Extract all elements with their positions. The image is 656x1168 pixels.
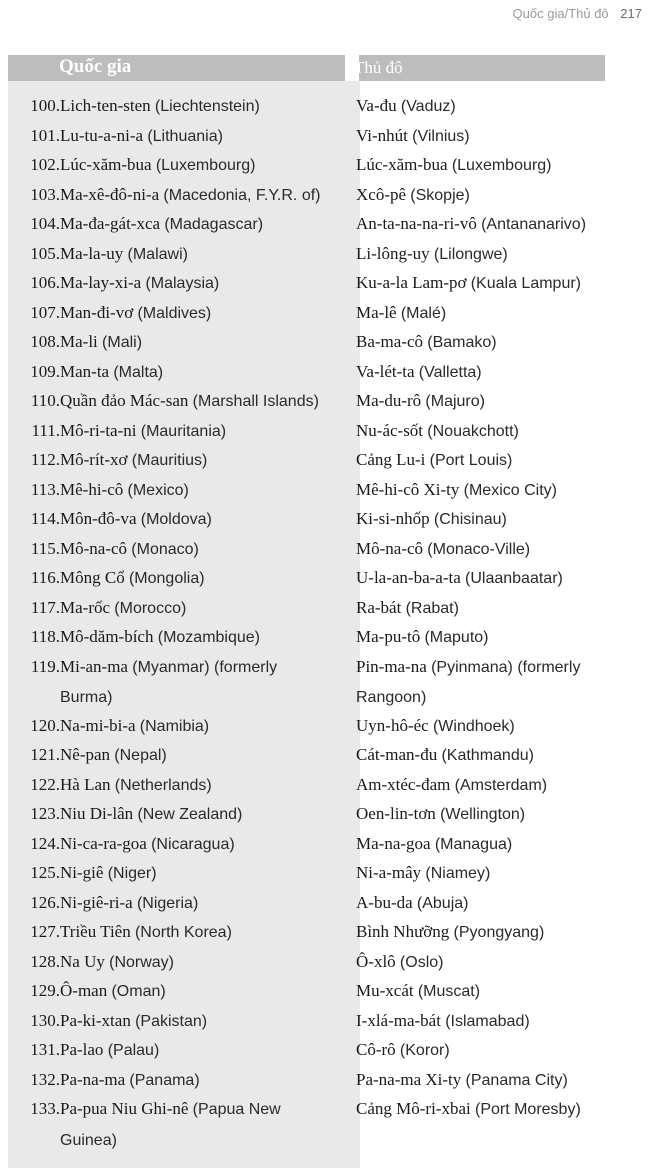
capital-vietnamese: Ra-bát — [356, 597, 402, 617]
capital-english: (Port Louis) — [429, 452, 513, 469]
country-vietnamese: Pa-na-ma — [60, 1069, 126, 1089]
capital-english: (Maputo) — [424, 629, 489, 646]
capital-english: (Ulaanbaatar) — [465, 570, 563, 587]
country-cell — [60, 593, 355, 624]
capital-cell — [356, 504, 646, 535]
capital-english: (Luxembourg) — [451, 157, 552, 174]
capital-vietnamese: Bình Nhưỡng — [356, 922, 450, 941]
country-english: (Liechtenstein) — [154, 98, 260, 115]
country-english: (North Korea) — [134, 924, 232, 941]
capital-cell — [356, 622, 646, 653]
table-row — [0, 799, 656, 829]
country-vietnamese: Ma-li — [60, 332, 98, 351]
row-number: 115. — [30, 538, 60, 558]
row-number: 105. — [30, 243, 60, 263]
capital-cell — [356, 416, 646, 447]
country-english: (Palau) — [107, 1042, 160, 1059]
capital-vietnamese: Ki-si-nhốp — [356, 509, 430, 528]
table-row — [0, 740, 656, 770]
country-cell — [60, 534, 355, 565]
country-cell — [60, 888, 355, 919]
capital-english: (Monaco-Ville) — [427, 540, 531, 558]
country-vietnamese: Man-ta — [60, 361, 110, 381]
country-cell — [60, 563, 355, 594]
row-number: 120. — [30, 715, 60, 735]
capital-english: (Kathmandu) — [441, 747, 534, 764]
capital-english: (Koror) — [399, 1042, 450, 1059]
capital-vietnamese: Va-đu — [356, 96, 397, 115]
capital-cell — [356, 947, 646, 978]
capital-vietnamese: Ma-du-rô — [356, 391, 422, 410]
row-number: 118. — [30, 627, 60, 646]
country-english: (Mozambique) — [157, 629, 260, 646]
row-number: 100. — [30, 96, 60, 115]
country-vietnamese: Mô-dăm-bích — [60, 627, 154, 646]
table-row — [0, 593, 656, 623]
country-english: (Namibia) — [139, 717, 210, 735]
row-number: 129. — [30, 981, 60, 1000]
row-number: 131. — [30, 1040, 60, 1059]
country-cell — [60, 652, 330, 713]
capital-cell — [356, 357, 646, 388]
capital-english: (Valletta) — [418, 363, 482, 381]
header-capital: Thủ đô — [354, 58, 403, 77]
table-row — [0, 357, 656, 387]
capital-english: (Muscat) — [417, 983, 481, 1000]
country-english: (Panama) — [129, 1071, 200, 1089]
country-english: (Madagascar) — [164, 216, 264, 233]
capital-english: (Malé) — [400, 304, 447, 322]
capital-vietnamese: Uyn-hô-éc — [356, 715, 429, 735]
country-cell — [60, 298, 355, 329]
country-vietnamese: Ma-lay-xi-a — [60, 273, 142, 292]
row-number: 125. — [30, 863, 60, 882]
capital-english: (Kuala Lampur) — [470, 275, 581, 292]
country-english: (Myanmar) (formerly Burma) — [60, 658, 278, 706]
capital-english: (Skopje) — [410, 186, 470, 204]
capital-cell — [356, 91, 646, 122]
capital-vietnamese: Ku-a-la Lam-pơ — [356, 273, 467, 292]
capital-english: (Amsterdam) — [454, 776, 548, 794]
capital-vietnamese: Ma-pu-tô — [356, 627, 421, 646]
capital-english: (Panama City) — [465, 1071, 568, 1089]
row-number: 133. — [30, 1099, 60, 1118]
country-cell — [60, 209, 355, 240]
capital-english: (Pyinmana) (formerly Rangoon) — [356, 658, 581, 706]
country-cell — [60, 180, 355, 211]
country-cell — [60, 1006, 355, 1037]
country-english: (Marshall Islands) — [192, 393, 319, 410]
table-row — [0, 917, 656, 947]
capital-vietnamese: Va-lét-ta — [356, 361, 415, 381]
capital-cell — [356, 534, 646, 565]
country-english: (Malta) — [113, 363, 164, 381]
capital-vietnamese: U-la-an-ba-a-ta — [356, 568, 461, 587]
table-row — [0, 888, 656, 918]
country-english: (Malaysia) — [145, 275, 220, 292]
country-cell — [60, 416, 355, 447]
capital-cell — [356, 829, 646, 860]
country-english: (Mongolia) — [128, 570, 205, 587]
table-row — [0, 268, 656, 298]
table-row — [0, 563, 656, 593]
country-vietnamese: Hà Lan — [60, 774, 111, 794]
capital-english: (Niamey) — [425, 865, 491, 882]
row-number: 107. — [30, 302, 60, 322]
running-head — [513, 6, 642, 21]
capital-english: (Antananarivo) — [481, 216, 587, 233]
country-vietnamese: Ma-rốc — [60, 597, 111, 617]
table-row — [0, 150, 656, 180]
country-cell — [60, 947, 355, 978]
capital-vietnamese: Oen-lin-tơn — [356, 804, 436, 823]
country-english: (Morocco) — [114, 599, 187, 617]
country-english: (Mauritania) — [140, 422, 227, 440]
country-english: (Macedonia, F.Y.R. of) — [163, 186, 321, 204]
table-row — [0, 1035, 656, 1065]
country-cell — [60, 1065, 355, 1096]
capital-cell — [356, 239, 646, 270]
row-number: 104. — [30, 214, 60, 233]
capital-cell — [356, 475, 646, 506]
capital-english: (Mexico City) — [463, 481, 557, 499]
country-cell — [60, 475, 355, 506]
country-vietnamese: Quần đảo Mác-san — [60, 391, 189, 410]
row-number: 110. — [30, 391, 60, 410]
capital-vietnamese: Pa-na-ma Xi-ty — [356, 1069, 462, 1089]
country-english: (Pakistan) — [135, 1012, 208, 1030]
capital-english: (Wellington) — [440, 806, 526, 823]
row-number: 126. — [30, 892, 60, 912]
country-english: (Nepal) — [114, 747, 167, 764]
country-english: (Lithuania) — [147, 127, 223, 145]
capital-cell — [356, 976, 646, 1007]
country-cell — [60, 1094, 330, 1155]
capital-vietnamese: Ni-a-mây — [356, 863, 422, 882]
capital-vietnamese: Ô-xlô — [356, 951, 396, 971]
country-english: (Oman) — [111, 983, 166, 1000]
row-number: 101. — [30, 125, 60, 145]
country-vietnamese: Mô-rít-xơ — [60, 450, 128, 469]
row-number: 121. — [30, 745, 60, 764]
country-english: (Niger) — [107, 865, 157, 882]
capital-english: (Nouakchott) — [427, 422, 519, 440]
capital-vietnamese: An-ta-na-na-ri-vô — [356, 214, 477, 233]
table-row — [0, 475, 656, 505]
country-cell — [60, 357, 355, 388]
row-number: 109. — [30, 361, 60, 381]
country-vietnamese: Ma-đa-gát-xca — [60, 214, 161, 233]
capital-english: (Vaduz) — [400, 98, 456, 115]
country-cell — [60, 622, 355, 653]
capital-english: (Windhoek) — [432, 717, 515, 735]
capital-cell — [356, 740, 646, 771]
country-english: (Papua New Guinea) — [60, 1101, 281, 1149]
capital-cell — [356, 150, 646, 181]
country-vietnamese: Na Uy — [60, 951, 105, 971]
page-number: 217 — [620, 6, 642, 21]
country-cell — [60, 327, 355, 358]
row-number: 114. — [30, 509, 60, 528]
country-cell — [60, 770, 355, 801]
capital-english: (Abuja) — [416, 894, 469, 912]
country-english: (Nicaragua) — [151, 835, 235, 853]
capital-cell — [356, 209, 646, 240]
row-number: 108. — [30, 332, 60, 351]
capital-vietnamese: Mê-hi-cô Xi-ty — [356, 479, 460, 499]
row-number: 119. — [30, 656, 60, 676]
capital-cell — [356, 711, 646, 742]
capital-vietnamese: Cảng Mô-ri-xbai — [356, 1099, 471, 1118]
row-number: 124. — [30, 833, 60, 853]
country-cell — [60, 1035, 355, 1066]
table-row — [0, 652, 656, 711]
capital-vietnamese: I-xlá-ma-bát — [356, 1010, 441, 1030]
table-row — [0, 327, 656, 357]
capital-cell — [356, 386, 646, 417]
country-english: (New Zealand) — [137, 806, 243, 823]
capital-english: (Bamako) — [427, 334, 497, 351]
country-cell — [60, 445, 355, 476]
row-number: 103. — [30, 184, 60, 204]
country-english: (Netherlands) — [114, 776, 212, 794]
capital-cell — [356, 1035, 646, 1066]
capital-english: (Majuro) — [425, 393, 485, 410]
capital-cell — [356, 770, 646, 801]
table-row — [0, 858, 656, 888]
row-number: 123. — [30, 804, 60, 823]
country-cell — [60, 858, 355, 889]
country-cell — [60, 239, 355, 270]
country-english: (Moldova) — [140, 511, 212, 528]
country-vietnamese: Niu Di-lân — [60, 804, 134, 823]
country-vietnamese: Ô-man — [60, 981, 108, 1000]
capital-english: (Pyongyang) — [453, 924, 545, 941]
capital-vietnamese: A-bu-da — [356, 892, 413, 912]
row-number: 132. — [30, 1069, 60, 1089]
country-vietnamese: Ni-ca-ra-goa — [60, 833, 147, 853]
country-vietnamese: Triều Tiên — [60, 922, 131, 941]
country-vietnamese: Môn-đô-va — [60, 509, 137, 528]
country-cell — [60, 829, 355, 860]
capital-cell — [356, 327, 646, 358]
table-row — [0, 976, 656, 1006]
table-row — [0, 298, 656, 328]
country-vietnamese: Lich-ten-sten — [60, 96, 151, 115]
table-row — [0, 711, 656, 741]
country-vietnamese: Mô-ri-ta-ni — [60, 420, 137, 440]
capital-cell — [356, 180, 646, 211]
section-title: Quốc gia/Thủ đô — [512, 6, 609, 21]
country-vietnamese: Lu-tu-a-ni-a — [60, 125, 144, 145]
country-english: (Luxembourg) — [155, 157, 256, 174]
table-row — [0, 1094, 656, 1153]
table-row — [0, 239, 656, 269]
capital-vietnamese: Ma-na-goa — [356, 833, 431, 853]
country-cell — [60, 504, 355, 535]
capital-english: (Managua) — [434, 835, 513, 853]
country-vietnamese: Pa-ki-xtan — [60, 1010, 131, 1030]
capital-cell — [356, 1006, 646, 1037]
row-number: 117. — [30, 597, 60, 617]
country-vietnamese: Ma-xê-đô-ni-a — [60, 184, 160, 204]
capital-english: (Vilnius) — [412, 127, 470, 145]
row-number: 116. — [30, 568, 60, 587]
capital-vietnamese: Lúc-xăm-bua — [356, 155, 448, 174]
country-vietnamese: Ni-giê-ri-a — [60, 892, 133, 912]
table-row — [0, 1065, 656, 1095]
capital-vietnamese: Mu-xcát — [356, 981, 414, 1000]
capital-english: (Port Moresby) — [474, 1101, 581, 1118]
table-row — [0, 91, 656, 121]
row-number: 127. — [30, 922, 60, 941]
header-country: Quốc gia — [59, 56, 132, 77]
table-row — [0, 829, 656, 859]
country-cell — [60, 711, 355, 742]
capital-cell — [356, 888, 646, 919]
country-english: (Mexico) — [127, 481, 189, 499]
capital-cell — [356, 268, 646, 299]
country-vietnamese: Mê-hi-cô — [60, 479, 124, 499]
country-vietnamese: Ni-giê — [60, 863, 104, 882]
capital-cell — [356, 1094, 646, 1125]
country-cell — [60, 799, 355, 830]
capital-vietnamese: Li-lông-uy — [356, 243, 430, 263]
country-cell — [60, 268, 355, 299]
country-cell — [60, 121, 355, 152]
table-row — [0, 770, 656, 800]
capital-vietnamese: Pin-ma-na — [356, 656, 427, 676]
country-vietnamese: Ma-la-uy — [60, 243, 124, 263]
capital-cell — [356, 445, 646, 476]
country-vietnamese: Mô-na-cô — [60, 538, 128, 558]
capital-vietnamese: Nu-ác-sốt — [356, 420, 424, 440]
table-row — [0, 386, 656, 416]
table-row — [0, 504, 656, 534]
capital-cell — [356, 858, 646, 889]
country-cell — [60, 917, 355, 948]
capital-vietnamese: Mô-na-cô — [356, 538, 424, 558]
country-english: (Nigeria) — [136, 894, 199, 912]
capital-cell — [356, 652, 618, 713]
capital-cell — [356, 298, 646, 329]
capital-cell — [356, 799, 646, 830]
capital-cell — [356, 121, 646, 152]
country-english: (Norway) — [109, 953, 174, 971]
table-row — [0, 1006, 656, 1036]
capital-english: (Lilongwe) — [433, 245, 508, 263]
capital-english: (Rabat) — [405, 599, 459, 617]
row-number: 112. — [30, 450, 60, 469]
country-vietnamese: Pa-pua Niu Ghi-nê — [60, 1099, 189, 1118]
table-row — [0, 534, 656, 564]
capital-english: (Oslo) — [399, 953, 444, 971]
country-vietnamese: Lúc-xăm-bua — [60, 155, 152, 174]
table-row — [0, 445, 656, 475]
capital-vietnamese: Xcô-pê — [356, 184, 407, 204]
capital-vietnamese: Cảng Lu-i — [356, 450, 426, 469]
capital-vietnamese: Cát-man-đu — [356, 745, 438, 764]
country-vietnamese: Nê-pan — [60, 745, 111, 764]
table-row — [0, 622, 656, 652]
country-english: (Malawi) — [127, 245, 188, 263]
country-vietnamese: Mông Cổ — [60, 568, 125, 587]
table-row — [0, 180, 656, 210]
country-vietnamese: Pa-lao — [60, 1040, 104, 1059]
country-english: (Maldives) — [137, 304, 212, 322]
row-number: 130. — [30, 1010, 60, 1030]
country-cell — [60, 976, 355, 1007]
table-row — [0, 416, 656, 446]
capital-vietnamese: Vi-nhút — [356, 125, 408, 145]
capital-vietnamese: Cô-rô — [356, 1040, 396, 1059]
capital-vietnamese: Ma-lê — [356, 302, 397, 322]
row-number: 113. — [30, 479, 60, 499]
country-vietnamese: Na-mi-bi-a — [60, 715, 136, 735]
capital-cell — [356, 917, 646, 948]
row-number: 122. — [30, 774, 60, 794]
row-number: 111. — [31, 420, 60, 440]
capital-cell — [356, 563, 646, 594]
country-cell — [60, 91, 355, 122]
capital-vietnamese: Am-xtéc-đam — [356, 774, 451, 794]
row-number: 106. — [30, 273, 60, 292]
table-row — [0, 121, 656, 151]
table-row — [0, 209, 656, 239]
table-row — [0, 947, 656, 977]
country-english: (Mauritius) — [131, 452, 208, 469]
country-cell — [60, 740, 355, 771]
row-number: 102. — [30, 155, 60, 174]
capital-vietnamese: Ba-ma-cô — [356, 332, 424, 351]
country-english: (Mali) — [102, 334, 143, 351]
row-number: 128. — [30, 951, 60, 971]
country-english: (Monaco) — [131, 540, 199, 558]
capital-english: (Islamabad) — [445, 1012, 530, 1030]
capital-english: (Chisinau) — [433, 511, 507, 528]
country-vietnamese: Man-đi-vơ — [60, 302, 134, 322]
capital-cell — [356, 593, 646, 624]
country-vietnamese: Mi-an-ma — [60, 656, 128, 676]
country-cell — [60, 386, 355, 417]
capital-cell — [356, 1065, 646, 1096]
country-cell — [60, 150, 355, 181]
